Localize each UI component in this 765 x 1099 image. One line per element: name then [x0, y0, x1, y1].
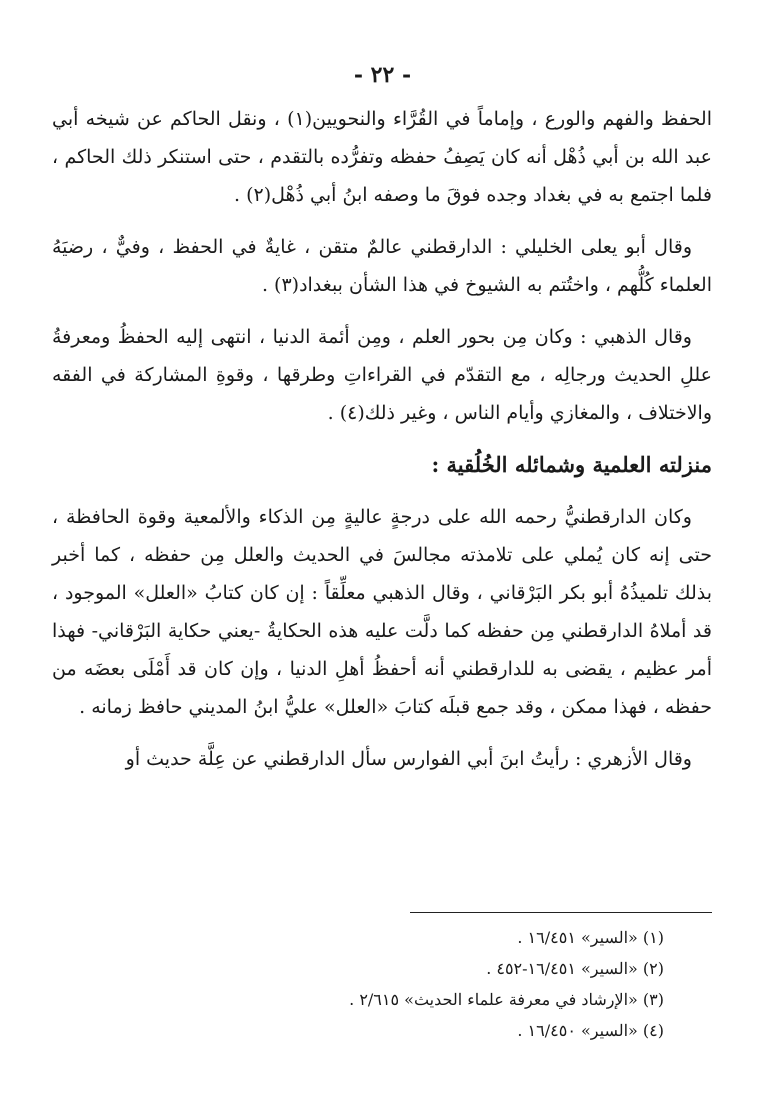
footnote-3: (٣) «الإرشاد في معرفة علماء الحديث» ٢/٦١٥ .: [349, 990, 664, 1009]
paragraph-4: وكان الدارقطنيُّ رحمه الله على درجةٍ عاليةٍ مِن الذكاء والألمعية وقوة الحافظة ، حتى إنه كان يُملي على تلامذته مجالسَ في الحديث والعلل مِن حفظه ، كما أخبر بذلك تلميذُهُ أبو بكر البَرْقاني ، وقال الذهبي معلِّقاً : إن كان كتابُ «العلل» الموجود ، قد أملاهُ الدارقطني مِن حفظه كما دلَّت عليه هذه الحكايةُ -يعني حكاية البَرْقاني- فهذا أمر عظيم ، يقضى به للدارقطني أنه أحفظُ أهلِ الدنيا ، وإن كان قد أَمْلَى بعضَه من حفظه ، فهذا ممكن ، وقد جمع قبلَه كتابَ «العلل» عليُّ ابنُ المديني حافظ زمانه .: [52, 506, 712, 718]
footnote-separator: [410, 912, 712, 913]
paragraph-2: وقال أبو يعلى الخليلي : الدارقطني عالمٌ متقن ، غايةٌ في الحفظ ، وفيٌّ ، رضيَهُ العلماء كُلُّهم ، واختُتم به الشيوخ في هذا الشأن ببغداد(٣) .: [52, 236, 712, 296]
paragraph-3: وقال الذهبي : وكان مِن بحور العلم ، ومِن أئمة الدنيا ، انتهى إليه الحفظُ ومعرفةُ عللِ الحديث ورجالِه ، مع التقدّم في القراءاتِ وطرقها ، وقوةِ المشاركة في الفقه والاختلاف ، والمغازي وأيام الناس ، وغير ذلك(٤) .: [52, 326, 712, 424]
page-number: - ٢٢ -: [353, 62, 412, 88]
footnote-2: (٢) «السير» ١٦/٤٥١-٤٥٢ .: [486, 959, 664, 978]
section-heading: منزلته العلمية وشمائله الخُلُقية :: [431, 452, 712, 477]
paragraph-1: الحفظ والفهم والورع ، وإماماً في القُرَّاء والنحويين(١) ، ونقل الحاكم عن شيخه أبي عبد الله بن أبي ذُهْل أنه كان يَصِفُ حفظه وتفرُّده بالتقدم ، حتى استنكر ذلك الحاكم ، فلما اجتمع به في بغداد وجده فوقَ ما وصفه ابنُ أبي ذُهْل(٢) .: [52, 108, 712, 206]
footnotes: [52, 922, 712, 1046]
footnote-1: (١) «السير» ١٦/٤٥١ .: [517, 928, 664, 947]
paragraph-5: وقال الأزهري : رأيتُ ابنَ أبي الفوارس سأل الدارقطني عن عِلَّة حديث أو: [125, 748, 692, 770]
main-text: [52, 100, 712, 792]
footnote-4: (٤) «السير» ١٦/٤٥٠ .: [517, 1021, 664, 1040]
